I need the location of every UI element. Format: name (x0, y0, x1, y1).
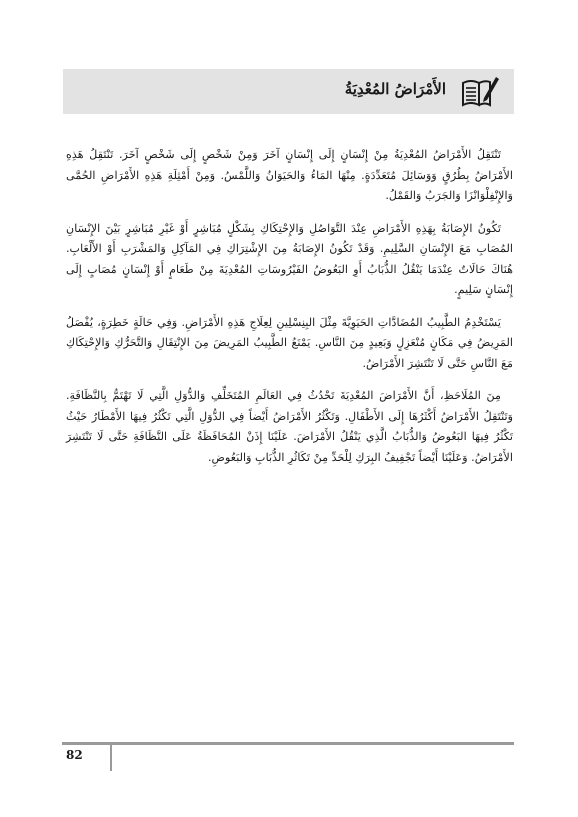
book-pencil-icon (460, 74, 500, 108)
footer-rule (62, 742, 514, 745)
article-body (66, 145, 513, 480)
paragraph-4: مِنَ المُلَاحَظِ، أَنَّ الأَمْرَاضَ المُعْدِيَةَ تَحْدُثُ فِي العَالَمِ المُتَخَلِّفِ وَالدُّوَلِ الَّتِي لَا تَهْتَمُّ بِالنَّظَافَةِ. وَتَنْتَقِلُ الأَمْرَاضُ أَكْثَرُهَا إِلَى الأَطْفَالِ. وَتَكْثُرُ الأَمْرَاضُ أَيْضاً فِي الدُّوَلِ الَّتِي تَكْثُرُ فِيهَا الأَمْطَارُ حَيْثُ تَكْثُرُ فِيهَا البَعُوضُ وَالذُّبَابُ الَّذِي يَنْقُلُ الأَمْرَاضَ. عَلَيْنَا إِذَنْ المُحَافَظَةُ عَلَى النَّظَافَةِ حَتَّى لَا تَنْتَشِرَ الأَمْرَاضُ. وَعَلَيْنَا أَيْضاً تَجْفِيفُ البِرَكِ لِلْحَدِّ مِنْ تَكَاثُرِ الذُّبَابِ وَالبَعُوضِ. (66, 389, 513, 464)
footer-divider (110, 745, 112, 771)
paragraph-2: تَكُونُ الإِصَابَةُ بِهَذِهِ الأَمْرَاضِ عِنْدَ التَّوَاصُلِ وَالإِحْتِكَاكِ بِشَكْلٍ مُبَاشِرٍ أَوْ غَيْرِ مُبَاشِرٍ بَيْنَ الإِنْسَانِ المُصَابِ مَعَ الإِنْسَانِ السَّلِيمِ. وَقَدْ تَكُونُ الإِصَابَةُ مِنَ الإِشْتِرَاكِ فِي المَآكِلِ وَالمَشْرَبِ أَوْ الأَلْعَابِ. هُنَاكَ حَالَاتٌ عِنْدَمَا يَنْقُلُ الذُّبَابُ أَوِ البَعُوضُ الفَيْرُوسَاتِ المُعْدِيَةَ مِنْ طَعَامٍ أَوْ إِنْسَانٍ مُصَابٍ إِلَى إِنْسَانٍ سَلِيمٍ. (66, 221, 513, 296)
section-header (63, 69, 514, 114)
paragraph-1: تَنْتَقِلُ الأَمْرَاضُ المُعْدِيَةُ مِنْ إِنْسَانٍ إِلَى إِنْسَانٍ آخَرَ وَمِنْ شَخْصٍ إِلَى شَخْصٍ آخَرَ. تَنْتَقِلُ هَذِهِ الأَمْرَاضُ بِطُرُقٍ وَوَسَائِلَ مُتَعَدِّدَةٍ. مِنْهَا المَاءُ وَالحَيَوَانُ وَاللَّمْسُ. وَمِنْ أَمْثِلَةِ هَذِهِ الأَمْرَاضِ الحُمَّى وَالإِنْفِلْوَانْزَا وَالجَرَبُ وَالقَمْلُ. (66, 148, 513, 202)
paragraph-3: يَسْتَخْدِمُ الطَّبِيبُ المُضَادَّاتِ الحَيَوِيَّةَ مِثْلَ البِنِسْلِينِ لِعِلَاجِ هَذِهِ الأَمْرَاضِ. وَفِي حَالَةٍ خَطِرَةٍ، يُفْصَلُ المَرِيضُ فِي مَكَانٍ مُنْعَزِلٍ وَبَعِيدٍ مِنَ النَّاسِ. يَمْنَعُ الطَّبِيبُ المَرِيضَ مِنَ الإِنْتِقَالِ وَالتَّحَرُّكِ وَالإِحْتِكَاكِ مَعَ النَّاسِ حَتَّى لَا تَنْتَشِرَ الأَمْرَاضُ. (66, 315, 513, 370)
section-title: الأَمْرَاضُ المُعْدِيَةُ (344, 80, 446, 98)
page-number: 82 (66, 748, 83, 762)
